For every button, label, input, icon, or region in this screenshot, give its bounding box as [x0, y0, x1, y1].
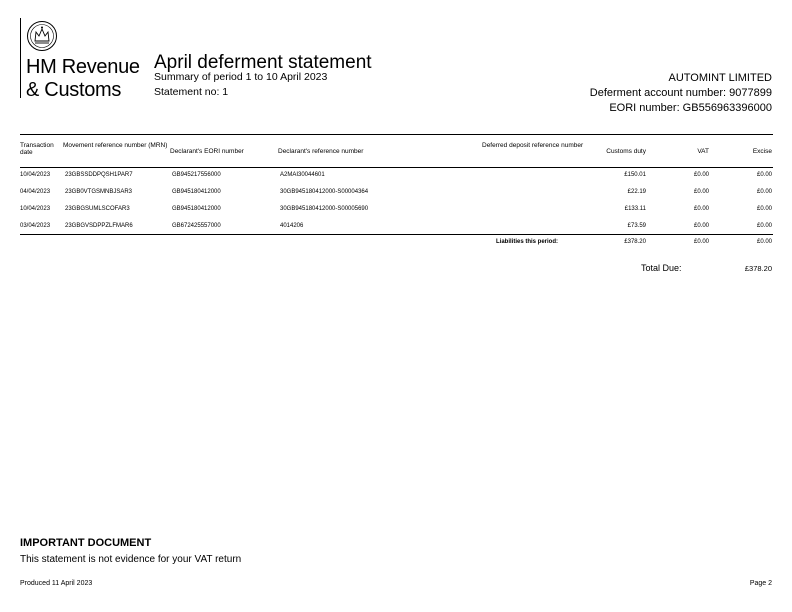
row-declarant-eori: GB672425557000	[172, 223, 221, 229]
page-number: Page 2	[749, 580, 772, 587]
row-vat: £0.00	[693, 223, 709, 229]
row-declarant-eori: GB945180412000	[172, 206, 221, 212]
row-mrn: 23GB0VTGSMNBJSAR3	[65, 189, 133, 195]
total-due-value: £378.20	[744, 264, 772, 273]
liabilities-vat: £0.00	[693, 239, 709, 245]
eori-number: EORI number: GB556963396000	[609, 102, 772, 114]
row-customs-duty: £22.19	[627, 189, 646, 195]
liabilities-excise: £0.00	[756, 239, 772, 245]
row-mrn: 23GBGSUMLSCOFAR3	[65, 206, 130, 212]
table-top-rule	[20, 134, 773, 135]
row-customs-duty: £73.59	[627, 223, 646, 229]
important-document-text: This statement is not evidence for your VAT return	[20, 554, 242, 565]
row-vat: £0.00	[693, 172, 709, 178]
header-transaction-date: Transaction date	[20, 142, 54, 156]
row-declarant-reference: 30GB945180412000-S00005690	[280, 206, 369, 212]
deferment-account-number: Deferment account number: 9077899	[589, 87, 772, 99]
total-due-label: Total Due:	[641, 263, 682, 273]
row-excise: £0.00	[756, 206, 772, 212]
statement-summary: Summary of period 1 to 10 April 2023	[154, 71, 328, 83]
brand-name-line-1: HM Revenue	[26, 56, 140, 78]
row-declarant-reference: A2MAI30044601	[280, 172, 325, 178]
row-vat: £0.00	[693, 189, 709, 195]
row-declarant-eori: GB945217556000	[172, 172, 221, 178]
row-date: 03/04/2023	[20, 223, 51, 229]
row-declarant-reference: 4014206	[280, 223, 304, 229]
header-declarant-reference: Declarant's reference number	[278, 148, 364, 155]
company-name: AUTOMINT LIMITED	[668, 72, 772, 84]
header-customs-duty: Customs duty	[606, 148, 646, 155]
row-excise: £0.00	[756, 172, 772, 178]
statement-title: April deferment statement	[154, 52, 372, 73]
header-deferred-deposit-reference: Deferred deposit reference number	[482, 142, 584, 149]
row-date: 10/04/2023	[20, 206, 51, 212]
liabilities-customs-duty: £378.20	[624, 239, 646, 245]
logo-divider	[20, 18, 21, 98]
brand-name-line-2: & Customs	[26, 79, 122, 101]
produced-date: Produced 11 April 2023	[20, 580, 93, 587]
row-excise: £0.00	[756, 189, 772, 195]
table-header-rule	[20, 167, 773, 168]
deferment-table	[20, 134, 773, 254]
liabilities-label: Liabilities this period:	[496, 239, 559, 245]
header-excise: Excise	[752, 148, 772, 155]
header-mrn: Movement reference number (MRN)	[63, 142, 168, 149]
header-declarant-eori: Declarant's EORI number	[170, 148, 244, 155]
row-date: 04/04/2023	[20, 189, 51, 195]
row-mrn: 23GBGVSDPPZLFMAR6	[65, 223, 133, 229]
statement-number: Statement no: 1	[154, 86, 229, 98]
royal-crest-icon	[26, 20, 58, 52]
row-excise: £0.00	[756, 223, 772, 229]
row-vat: £0.00	[693, 206, 709, 212]
row-mrn: 23GBSSDDPQSH1PAR7	[65, 172, 133, 178]
row-customs-duty: £133.11	[624, 206, 646, 212]
row-declarant-reference: 30GB945180412000-S00004364	[280, 189, 369, 195]
header-vat: VAT	[697, 148, 709, 155]
important-document-title: IMPORTANT DOCUMENT	[20, 537, 152, 549]
row-customs-duty: £150.01	[624, 172, 646, 178]
row-declarant-eori: GB945180412000	[172, 189, 221, 195]
row-date: 10/04/2023	[20, 172, 51, 178]
table-bottom-rule	[20, 234, 773, 235]
